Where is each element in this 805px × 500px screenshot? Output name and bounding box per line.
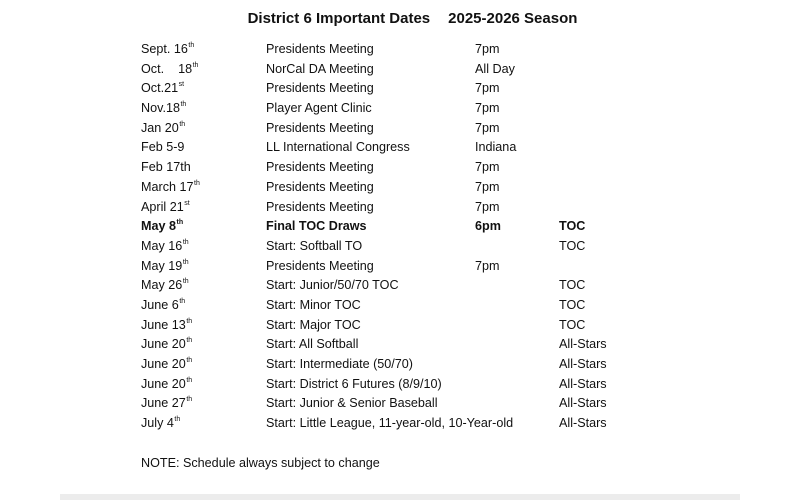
schedule-row: [141, 217, 701, 237]
row-date-text: May 8: [141, 219, 177, 234]
row-date-text: May 16: [141, 238, 183, 253]
row-date: [141, 316, 192, 336]
row-date-suffix: th: [180, 101, 187, 109]
row-date-text: June 13: [141, 317, 186, 332]
row-date: [141, 375, 192, 395]
schedule-row: [141, 99, 701, 119]
row-date: [141, 394, 192, 414]
row-date: [141, 355, 192, 375]
row-date: [141, 296, 185, 316]
row-date: [141, 40, 194, 60]
schedule-row: [141, 138, 701, 158]
row-time: 7pm: [475, 160, 500, 175]
row-date-suffix: th: [186, 317, 193, 325]
row-date-suffix: th: [186, 337, 193, 345]
row-event: Player Agent Clinic: [266, 101, 372, 116]
row-date-suffix: st: [178, 81, 185, 89]
schedule-row: [141, 60, 701, 80]
row-time: 7pm: [475, 81, 500, 96]
schedule-row: [141, 158, 701, 178]
row-date: [141, 414, 180, 434]
row-date: [141, 217, 183, 237]
schedule-row: [141, 198, 701, 218]
row-event: Start: Intermediate (50/70): [266, 357, 413, 371]
schedule-row: [141, 40, 701, 60]
row-event: Start: Junior/50/70 TOC: [266, 278, 399, 293]
row-date-suffix: th: [194, 179, 200, 187]
row-date-text: Sept. 16: [141, 42, 188, 56]
schedule-note: NOTE: Schedule always subject to change: [141, 456, 380, 470]
schedule-row: [141, 355, 701, 375]
row-time: 7pm: [475, 179, 500, 194]
schedule-row: [141, 79, 701, 99]
row-date: [141, 257, 189, 277]
row-event: Final TOC Draws: [266, 219, 367, 234]
row-date-text: Nov.18: [141, 101, 180, 116]
row-date-suffix: th: [186, 357, 193, 364]
row-date-text: Oct. 18: [141, 61, 193, 76]
row-date-text: June 6: [141, 297, 179, 312]
row-date-suffix: th: [186, 396, 193, 404]
row-date-suffix: th: [188, 42, 195, 49]
row-date-suffix: st: [184, 199, 190, 207]
schedule-row: [141, 335, 701, 355]
row-date-text: May 19: [141, 258, 183, 273]
row-date: [141, 276, 189, 296]
row-event: Start: Little League, 11-year-old, 10-Year-old: [266, 416, 514, 431]
row-event: Presidents Meeting: [266, 120, 374, 135]
schedule-row: [141, 276, 701, 296]
schedule-table: [141, 40, 701, 434]
row-tag: TOC: [559, 238, 586, 253]
row-date-text: June 20: [141, 357, 186, 371]
row-tag: All-Stars: [559, 337, 607, 352]
row-event: Presidents Meeting: [266, 258, 374, 273]
row-date-text: Oct.21: [141, 81, 179, 96]
row-event: Presidents Meeting: [266, 42, 374, 56]
row-tag: All-Stars: [559, 357, 607, 371]
row-date-text: Feb 17th: [141, 160, 191, 175]
row-date: [141, 158, 191, 178]
row-tag: TOC: [559, 219, 586, 234]
row-tag: TOC: [559, 278, 586, 293]
row-event: Start: District 6 Futures (8/9/10): [266, 376, 442, 391]
row-date: [141, 138, 184, 158]
row-date-text: June 20: [141, 337, 186, 352]
page-title: [0, 10, 805, 27]
schedule-row: [141, 119, 701, 139]
row-date-suffix: th: [182, 238, 189, 246]
row-event: Presidents Meeting: [266, 81, 374, 96]
row-date-suffix: th: [179, 120, 186, 128]
row-date-suffix: th: [179, 297, 186, 305]
schedule-row: [141, 257, 701, 277]
row-event: Start: Major TOC: [266, 317, 361, 332]
row-date: [141, 198, 190, 218]
row-time: 7pm: [475, 120, 500, 135]
row-date-suffix: th: [176, 219, 184, 227]
row-event: Presidents Meeting: [266, 160, 374, 175]
schedule-row: [141, 394, 701, 414]
row-date-suffix: th: [182, 258, 189, 266]
row-date-suffix: th: [192, 61, 199, 69]
schedule-row: [141, 316, 701, 336]
row-date-suffix: th: [174, 416, 181, 424]
row-date-text: June 20: [141, 376, 186, 391]
row-date: [141, 237, 189, 257]
row-time: 7pm: [475, 199, 500, 214]
row-time: 7pm: [475, 42, 500, 56]
row-event: Presidents Meeting: [266, 179, 374, 194]
row-event: Presidents Meeting: [266, 199, 374, 214]
row-tag: All-Stars: [559, 376, 607, 391]
row-tag: All-Stars: [559, 416, 607, 431]
page-bottom-edge: [60, 494, 740, 500]
row-event: Start: All Softball: [266, 337, 359, 352]
row-tag: All-Stars: [559, 396, 607, 411]
row-date-text: June 27: [141, 396, 186, 411]
row-date-text: March 17: [141, 179, 194, 194]
schedule-row: [141, 296, 701, 316]
row-date-text: April 21: [141, 199, 184, 214]
schedule-row: [141, 178, 701, 198]
row-date-text: July 4: [141, 416, 174, 431]
schedule-row: [141, 237, 701, 257]
row-date-text: Feb 5-9: [141, 140, 185, 155]
row-date: [141, 99, 186, 119]
row-event: Start: Softball TO: [266, 238, 363, 253]
row-event: LL International Congress: [266, 140, 410, 155]
row-tag: TOC: [559, 317, 586, 332]
row-date: [141, 119, 185, 139]
row-date: [141, 60, 198, 80]
row-time: 6pm: [475, 219, 501, 234]
row-time: 7pm: [475, 258, 500, 273]
row-date-suffix: th: [182, 278, 189, 286]
schedule-row: [141, 414, 701, 434]
row-date: [141, 335, 192, 355]
row-date: [141, 178, 200, 198]
title-season: 2025-2026 Season: [448, 10, 578, 27]
title-district: District 6 Important Dates: [247, 10, 431, 27]
row-event: Start: Minor TOC: [266, 297, 361, 312]
row-date: [141, 79, 184, 99]
row-date-suffix: th: [186, 376, 193, 384]
row-event: NorCal DA Meeting: [266, 61, 374, 76]
schedule-row: [141, 375, 701, 395]
row-time: 7pm: [475, 101, 500, 116]
row-date-text: May 26: [141, 278, 183, 293]
row-event: Start: Junior & Senior Baseball: [266, 396, 438, 411]
row-tag: TOC: [559, 297, 586, 312]
row-time: All Day: [475, 61, 515, 76]
row-date-text: Jan 20: [141, 120, 179, 135]
row-time: Indiana: [475, 140, 517, 155]
